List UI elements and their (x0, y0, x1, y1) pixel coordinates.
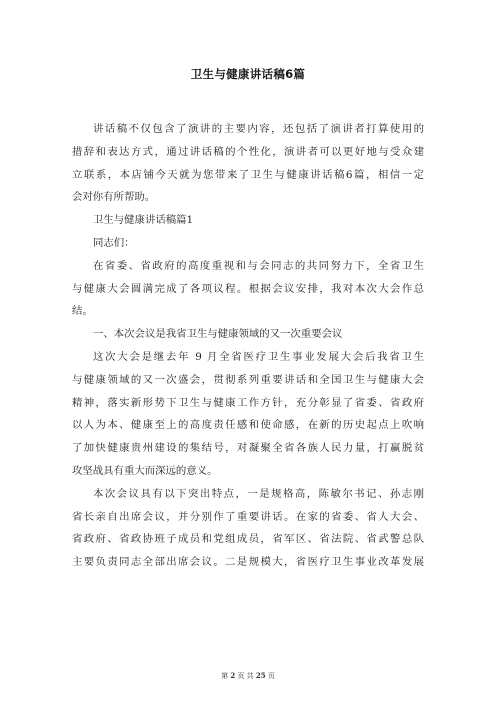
text-line: 一、本次会议是我省卫生与健康领域的又一次重要会议 (93, 328, 343, 341)
text-line: 精神，落实新形势下卫生与健康工作方针，充分彰显了省委、省政府 (72, 396, 424, 409)
text-line: 讲话稿不仅包含了演讲的主要内容，还包括了演讲者打算使用的 (93, 123, 424, 135)
document-title: 卫生与健康讲话稿6篇 (190, 67, 306, 81)
text-line: 这次大会是继去年 9 月全省医疗卫生事业发展大会后我省卫生 (93, 350, 424, 363)
text-line: 立联系，本店铺今天就为您带来了卫生与健康讲话稿6篇，相信一定 (72, 168, 424, 181)
document-body (72, 118, 424, 574)
text-line: 攻坚战具有重大而深远的意义。 (72, 464, 218, 477)
text-line: 结。 (72, 305, 93, 318)
text-line: 在省委、省政府的高度重视和与会同志的共同努力下，全省卫生 (93, 259, 424, 272)
page-footer (0, 671, 496, 681)
text-line: 本次会议具有以下突出特点，一是规格高，陈敏尔书记、孙志刚 (93, 487, 424, 500)
text-line: 同志们： (93, 236, 135, 249)
text-line: 以人为本、健康至上的高度责任感和使命感，在新的历史起点上吹响 (72, 419, 424, 432)
footer-page-number: 2 (230, 671, 236, 680)
text-line: 省长亲自出席会议，并分别作了重要讲话。在家的省委、省人大会、 (72, 510, 424, 523)
text-line: 会对你有所帮助。 (72, 191, 156, 204)
text-line: 主要负责同志全部出席会议。二是规模大，省医疗卫生事业改革发展 (72, 556, 424, 569)
footer-suffix: 页 (267, 672, 275, 680)
text-line: 省政府、省政协班子成员和党组成员，省军区、省法院、省武警总队 (72, 533, 424, 546)
text-line: 与健康大会圆满完成了各项议程。根据会议安排，我对本次大会作总 (72, 282, 424, 295)
text-line: 与健康领域的又一次盛会，贯彻系列重要讲话和全国卫生与健康大会 (72, 373, 424, 386)
footer-total-pages: 25 (255, 671, 266, 680)
text-line: 卫生与健康讲话稿篇1 (93, 214, 194, 227)
text-line: 了加快健康贵州建设的集结号，对凝聚全省各族人民力量，打赢脱贫 (72, 442, 424, 455)
text-line: 措辞和表达方式，通过讲话稿的个性化，演讲者可以更好地与受众建 (72, 145, 424, 158)
footer-prefix: 第 (221, 672, 229, 680)
footer-middle: 页 共 (237, 672, 254, 680)
